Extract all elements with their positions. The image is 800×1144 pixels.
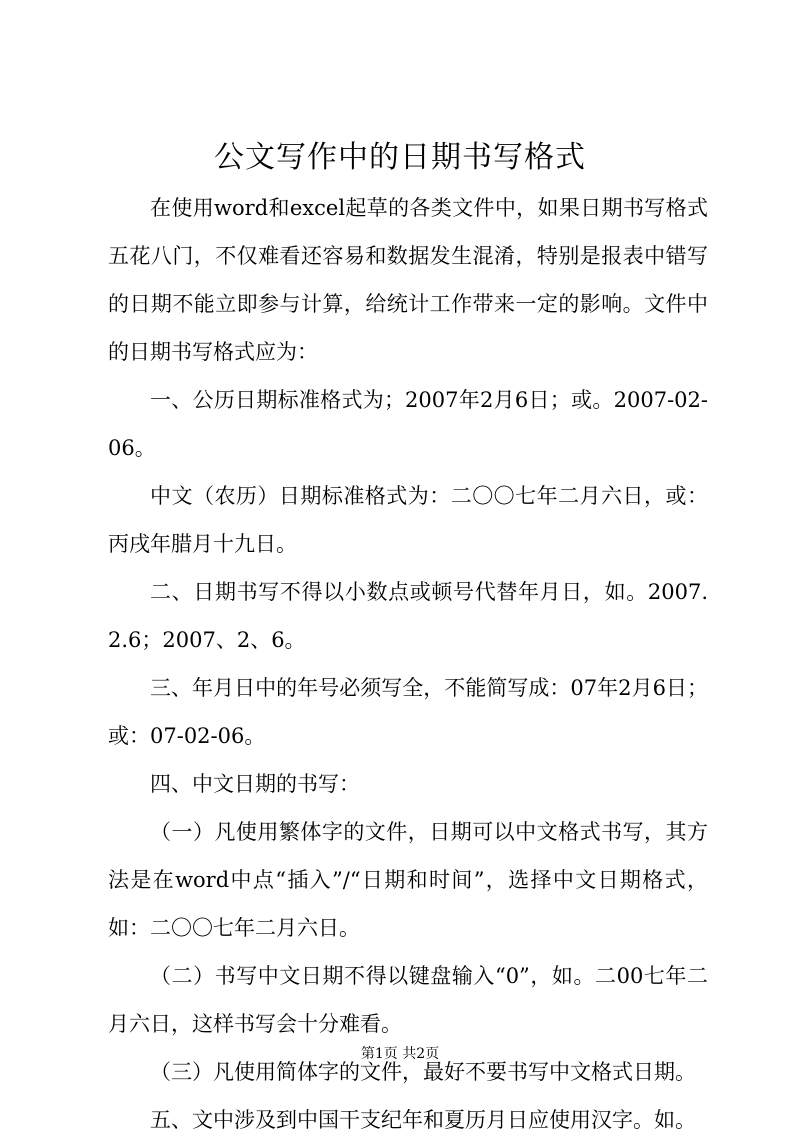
paragraph-simplified-chars: （三）凡使用简体字的文件，最好不要书写中文格式日期。 [150, 1060, 696, 1084]
paragraph-no-zero-key: （二）书写中文日期不得以键盘输入“0”，如。二00七年二月六日，这样书写会十分难看。 [108, 964, 708, 1036]
paragraph-ganzhi: 五、文中涉及到中国干支纪年和夏历月日应使用汉字。如。 [150, 1108, 696, 1132]
paragraph-gregorian-format: 一、公历日期标准格式为；2007年2月6日；或。2007-02-06。 [108, 388, 708, 460]
paragraph-no-decimal: 二、日期书写不得以小数点或顿号代替年月日，如。2007.2.6；2007、2、6。 [108, 580, 708, 652]
paragraph-intro: 在使用word和excel起草的各类文件中，如果日期书写格式五花八门，不仅难看还容易和数据发生混淆，特别是报表中错写的日期不能立即参与计算，给统计工作带来一定的影响。文件中的日期书写格式应为： [108, 196, 708, 364]
paragraph-chinese-format: 中文（农历）日期标准格式为：二〇〇七年二月六日，或：丙戌年腊月十九日。 [108, 484, 708, 556]
paragraph-full-year: 三、年月日中的年号必须写全，不能简写成：07年2月6日；或：07-02-06。 [108, 676, 708, 748]
paragraph-chinese-date-heading: 四、中文日期的书写： [150, 772, 360, 796]
document-title: 公文写作中的日期书写格式 [214, 140, 586, 175]
document-body [108, 184, 708, 1144]
paragraph-traditional-chars: （一）凡使用繁体字的文件，日期可以中文格式书写，其方法是在word中点“插入”/“日期和时间”，选择中文日期格式，如：二〇〇七年二月六日。 [108, 820, 708, 940]
page-footer: 第1页 共2页 [360, 1046, 440, 1062]
